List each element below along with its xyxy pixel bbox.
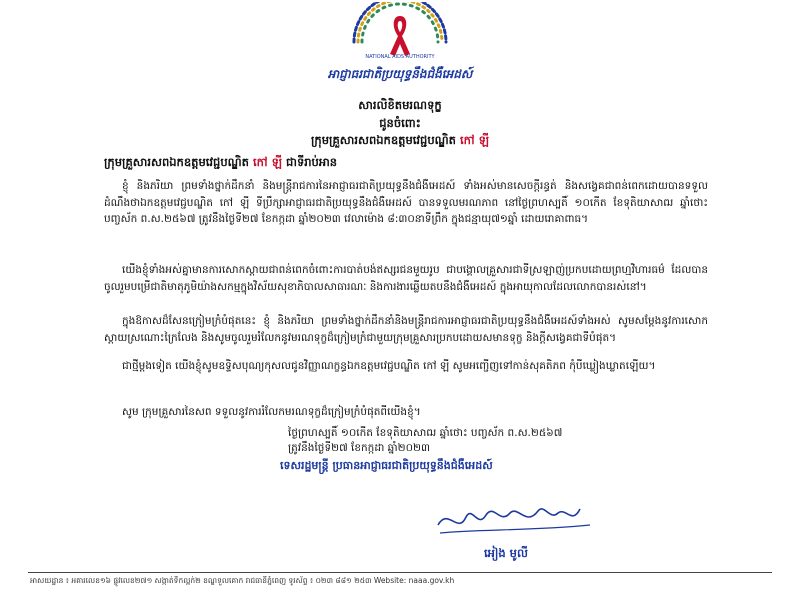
footer-divider (28, 572, 772, 573)
salutation (104, 155, 337, 172)
salutation-family: ក្រុមគ្រួសារសពឯកឧត្តមវេជ្ជបណ្ឌិត (104, 155, 253, 169)
body-paragraph-4: ជាថ្មីម្តងទៀត យើងខ្ញុំសូមឧទ្ទិសបុណ្យកុសលជូនវិញ្ញាណក្ខន្ធឯកឧត្តមវេជ្ជបណ្ឌិត កៅ ឡី សូមអញ្ជើញទៅកាន់សុគតិភព កុំបីឃ្លៀងឃ្លាតឡើយ។ (122, 360, 656, 372)
date-solar: ត្រូវនឹងថ្ងៃទី២៧ ខែកក្កដា ឆ្នាំ២០២៣ (288, 442, 430, 454)
logo-text: NATIONAL AIDS AUTHORITY (365, 54, 435, 60)
body-paragraph-5: សូម ក្រុមគ្រួសារនៃសព ទទួលនូវការរំលែកមរណទុក្ខដ៏ក្រៀមក្រំបំផុតពីយើងខ្ញុំ។ (122, 406, 421, 418)
body-paragraph-1: ខ្ញុំ និងភរិយា ព្រមទាំងថ្នាក់ដឹកនាំ និងមន្ត្រីរាជការនៃអាជ្ញាធរជាតិប្រយុទ្ធនឹងជំងឺអេដស៍ ទាំងអស់មានសេចក្តីរន្ធត់ និងសង្វេគជាពន់ពេកដោយបានទទួលដំណឹងថាឯកឧត្តមវេជ្ជបណ្ឌិត កៅ ឡី ទីប្រឹក្សាអាជ្ញាធរជាតិប្រយុទ្ធនឹងជំងឺអេដស៍ បានទទួលមរណភាព នៅថ្ងៃព្រហស្បតិ៍ ១០កើត ខែទុតិយាសាឍ ឆ្នាំថោះ បញ្ចស័ក ព.ស.២៥៦៧ ត្រូវនឹងថ្ងៃទី២៧ ខែកក្កដា ឆ្នាំ២០២៣ វេលាម៉ោង ៨:៣០នាទីព្រឹក ក្នុងជន្មាយុ៧១ឆ្នាំ ដោយរោគាពាធ។ (104, 180, 708, 225)
salutation-suffix: ជាទីរាប់អាន (282, 155, 338, 169)
recipient-family: ក្រុមគ្រួសារសពឯកឧត្តមវេជ្ជបណ្ឌិត (311, 133, 460, 147)
org-name: អាជ្ញាធរជាតិប្រយុទ្ធនឹងជំងឺអេដស៍ (327, 67, 473, 81)
date-lunar: ថ្ងៃព្រហស្បតិ៍ ១០កើត ខែទុតិយាសាឍ ឆ្នាំថោះ បញ្ចស័ក ព.ស.២៥៦៧ (288, 427, 563, 439)
handwritten-signature (430, 495, 600, 550)
recipient-name: កៅ ឡី (460, 133, 489, 147)
footer-address: អាសយដ្ឋាន ៖ អគារលេខ១៦ ផ្លូវលេខ២៧១ សង្កាត់ទឹកល្អក់២ ខណ្ឌទួលគោក រាជធានីភ្នំពេញ ទូរស័ព្ទ ៖ ០២៣ ៨៨១ ២៥៣ Website: naaa.gov.kh (30, 576, 455, 585)
signatory-title (280, 459, 493, 475)
salutation-name: កៅ ឡី (253, 155, 282, 169)
letter-recipient (0, 133, 800, 150)
body-paragraph-3: ក្នុងឱកាសដ៏សែនក្រៀមក្រំបំផុតនេះ ខ្ញុំ និងភរិយា ព្រមទាំងថ្នាក់ដឹកនាំនិងមន្ត្រីរាជការអាជ្ញាធរជាតិប្រយុទ្ធនឹងជំងឺអេដស៍ទាំងអស់ សូមសម្តែងនូវការសោកស្តាយស្រណោះក្រៃលែង និងសូមចូលរួមរំលែកនូវមរណទុក្ខដ៏ក្រៀមក្រំជាមួយក្រុមគ្រួសារប្រកបដោយសមានទុក្ខ និងក្តីសង្វេគជាទីបំផុត។ (104, 315, 708, 344)
naa-logo (336, 2, 464, 66)
signatory-position: ប្រធានអាជ្ញាធរជាតិប្រយុទ្ធនឹងជំងឺអេដស៍ (332, 459, 493, 472)
naa-logo-graphic (336, 2, 464, 66)
signatory-name: អៀង មូលី (484, 546, 528, 560)
signatory-rank: ទេសរដ្ឋមន្ត្រី (280, 459, 333, 472)
letter-title: សារលិខិតមរណទុក្ខ (358, 98, 442, 112)
letter-to: ជូនចំពោះ (379, 116, 421, 130)
body-paragraph-2: យើងខ្ញុំទាំងអស់គ្នាមានការសោកស្តាយជាពន់ពេកចំពោះការបាត់បង់ឥស្សរជនមួយរូប ជាបង្គោលគ្រួសារជាទីស្រឡាញ់ប្រកបដោយព្រហ្មវិហារធម៌ ដែលបានចូលរួមបម្រើជាតិមាតុភូមិយ៉ាងសកម្មក្នុងវិស័យសុខាភិបាលសាធារណៈ និងការងារឆ្លើយតបនឹងជំងឺអេដស៍ ក្នុងអាយុកាលដែលលោកបានរស់នៅ។ (104, 264, 708, 293)
